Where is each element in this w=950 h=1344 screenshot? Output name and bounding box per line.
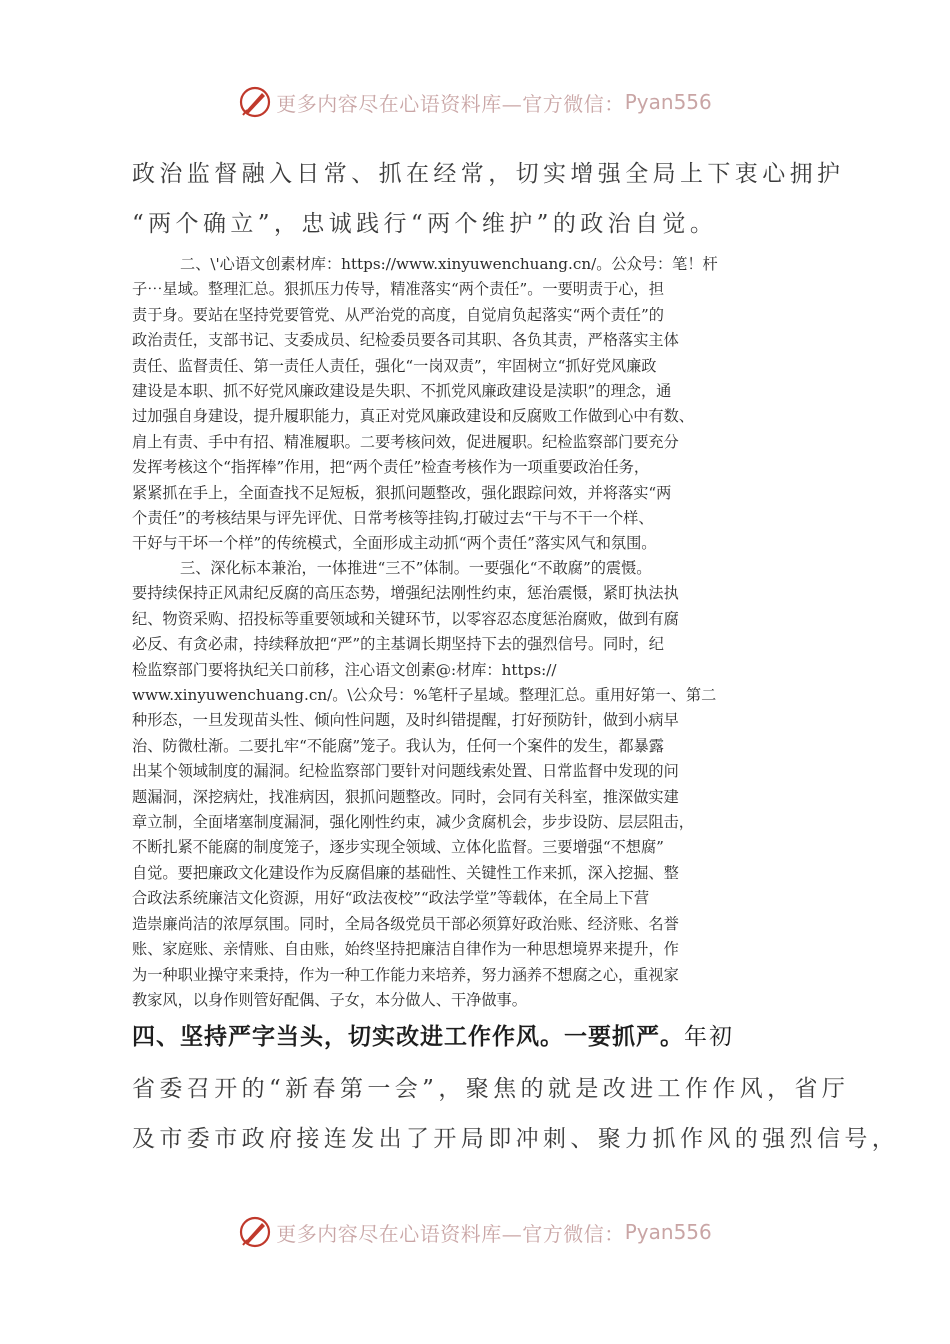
text-line: 个责任”的考核结果与评先评优、日常考核等挂钩,打破过去“干与不干一个样、	[132, 509, 654, 528]
text-line: 账、家庭账、亲情账、自由账，始终坚持把廉洁自律作为一种思想境界来提升，作	[132, 940, 679, 959]
text-line: 要持续保持正风肃纪反腐的高压态势，增强纪法刚性约束，惩治震慑，紧盯执法执	[132, 584, 679, 603]
text-line: 政治责任，支部书记、支委成员、纪检委员要各司其职、各负其责，严格落实主体	[132, 331, 679, 350]
paragraph-section-3	[132, 556, 822, 1013]
intro-line-1: 政治监督融入日常、抓在经常，切实增强全局上下衷心拥护	[132, 161, 845, 187]
text-line: 合政法系统廉洁文化资源，用好“政法夜校”“政法学堂”等载体，在全局上下营	[132, 889, 650, 908]
banner-wechat-id: Pyan556	[624, 1220, 712, 1244]
section-4-heading: 四、坚持严字当头，切实改进工作作风。一要抓严。年初	[132, 1024, 734, 1050]
text-line: 肩上有责、手中有招、精准履职。二要考核问效，促进履职。纪检监察部门要充分	[132, 432, 679, 451]
quill-pen-icon	[238, 85, 272, 119]
text-line: 过加强自身建设，提升履职能力，真正对党风廉政建设和反腐败工作做到心中有数、	[132, 407, 694, 426]
text-line: 章立制，全面堵塞制度漏洞，强化刚性约束，减少贪腐机会，步步设防、层层阻击，	[132, 813, 694, 832]
intro-line-2: “两个确立”，忠诚践行“两个维护”的政治自觉。	[132, 211, 718, 237]
text-line: 紧紧抓在手上，全面查找不足短板，狠抓问题整改，强化跟踪问效，并将落实“两	[132, 483, 672, 502]
text-line: 自觉。要把廉政文化建设作为反腐倡廉的基础性、关键性工作来抓，深入挖掘、整	[132, 863, 679, 882]
section-4-line-1: 省委召开的“新春第一会”，聚焦的就是改进工作作风，省厅	[132, 1076, 850, 1102]
text-line: 干好与干坏一个样”的传统模式，全面形成主动抓“两个责任”落实风气和氛围。	[132, 534, 657, 553]
banner-text: 更多内容尽在心语资料库—官方微信：	[276, 91, 625, 116]
text-line: 必反、有贪必肃，持续释放把“严”的主基调长期坚持下去的强烈信号。同时，纪	[132, 635, 664, 654]
text-line: 检监察部门要将执纪关口前移，注心语文创素@:材库：https://	[132, 660, 557, 679]
text-line: 造崇廉尚洁的浓厚氛围。同时，全局各级党员干部必须算好政治账、经济账、名誉	[132, 914, 679, 933]
banner-wechat-id: Pyan556	[624, 90, 712, 114]
paragraph-section-2	[132, 252, 822, 557]
text-line: 为一种职业操守来秉持，作为一种工作能力来培养，努力涵养不想腐之心，重视家	[132, 965, 679, 984]
text-line: 治、防微杜渐。二要扎牢“不能腐”笼子。我认为，任何一个案件的发生，都暴露	[132, 736, 664, 755]
text-line: 不断扎紧不能腐的制度笼子，逐步实现全领域、立体化监督。三要增强“不想腐”	[132, 838, 664, 857]
text-line: 建设是本职、抓不好党风廉政建设是失职、不抓党风廉政建设是渎职”的理念，通	[132, 382, 672, 401]
text-line: 子⋯星域。整理汇总。狠抓压力传导，精准落实“两个责任”。一要明责于心，担	[132, 280, 664, 299]
text-line: 纪、物资采购、招投标等重要领域和关键环节，以零容忍态度惩治腐败，做到有腐	[132, 609, 679, 628]
section-4-line-2: 及市委市政府接连发出了开局即冲刺、聚力抓作风的强烈信号，	[132, 1126, 900, 1152]
footer-banner	[0, 1212, 950, 1252]
text-line: www.xinyuwenchuang.cn/。\公众号：%笔杆子星域。整理汇总。重用好第一、第二	[132, 686, 717, 705]
text-line: 种形态，一旦发现苗头性、倾向性问题，及时纠错提醒，打好预防针，做到小病早	[132, 711, 679, 730]
text-line: 二、\'心语文创素材库：https://www.xinyuwenchuang.cn/。公众号：笔！杆	[180, 255, 718, 273]
text-line: 三、深化标本兼治，一体推进“三不”体制。一要强化“不敢腐”的震慑。	[180, 559, 652, 577]
text-line: 责于身。要站在坚持党要管党、从严治党的高度，自觉肩负起落实“两个责任”的	[132, 305, 664, 324]
text-line: 发挥考核这个“指挥棒”作用，把“两个责任”检查考核作为一项重要政治任务，	[132, 458, 650, 477]
header-banner	[0, 82, 950, 122]
text-line: 教家风，以身作则管好配偶、子女，本分做人、干净做事。	[132, 990, 527, 1009]
text-line: 出某个领域制度的漏洞。纪检监察部门要针对问题线索处置、日常监督中发现的问	[132, 762, 679, 781]
text-line: 题漏洞，深挖病灶，找准病因，狠抓问题整改。同时，会同有关科室，推深做实建	[132, 787, 679, 806]
banner-text: 更多内容尽在心语资料库—官方微信：	[276, 1221, 625, 1246]
quill-pen-icon	[238, 1215, 272, 1249]
text-line: 责任、监督责任、第一责任人责任，强化“一岗双责”，牢固树立“抓好党风廉政	[132, 356, 657, 375]
